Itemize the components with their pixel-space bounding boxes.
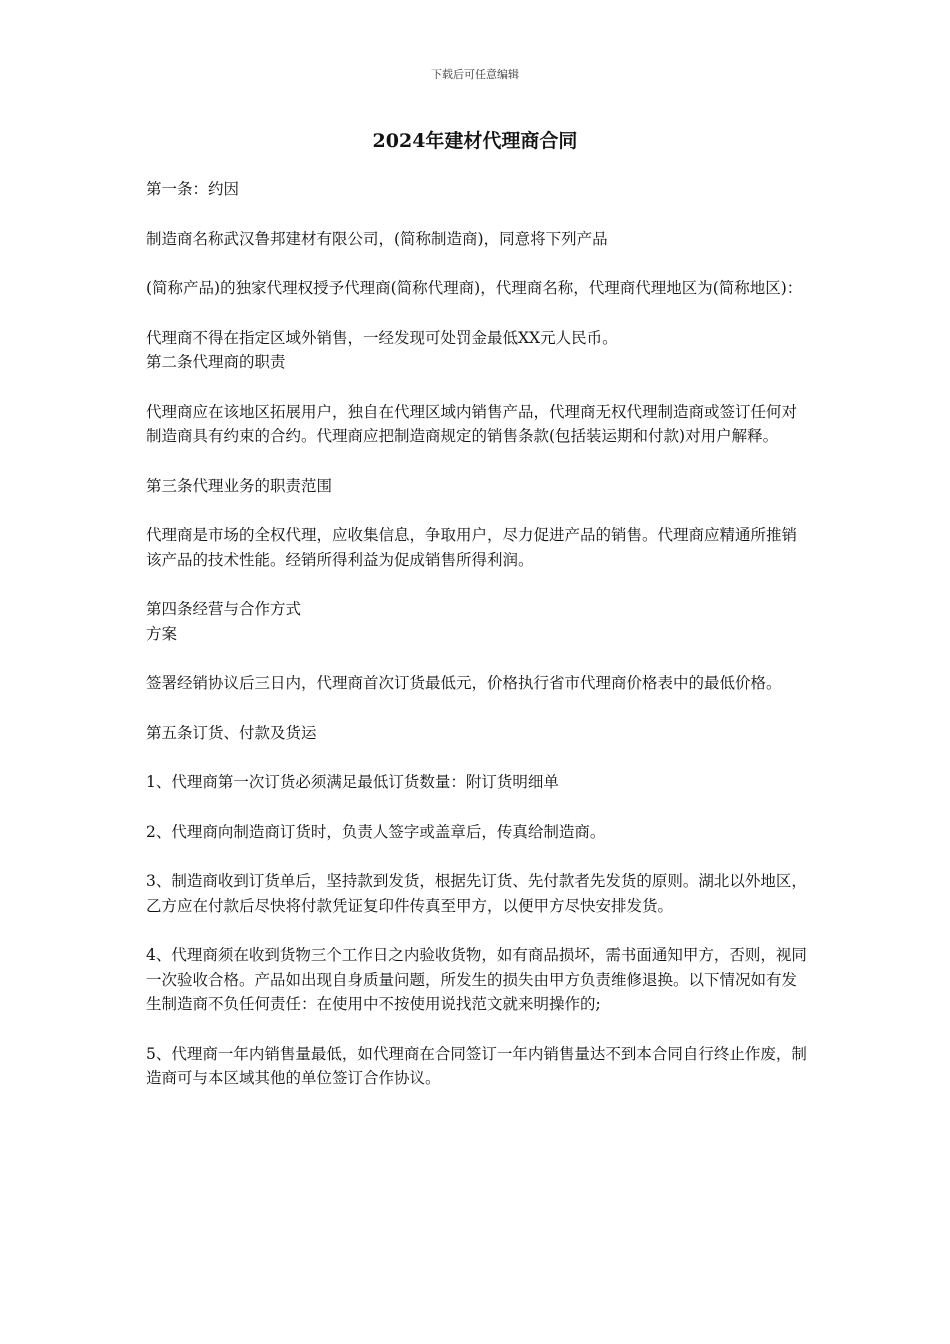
paragraph: 方案 <box>146 624 178 643</box>
document-title: 2024年建材代理商合同 <box>372 130 578 152</box>
paragraph: 制造商名称武汉鲁邦建材有限公司，(简称制造商)，同意将下列产品 <box>146 229 608 248</box>
list-item: 4、代理商须在收到货物三个工作日之内验收货物，如有商品损坏，需书面通知甲方，否则，视同一次验收合格。产品如出现自身质量问题，所发生的损失由甲方负责维修退换。以下情况如有发生制造商不负任何责任：在使用中不按使用说找范文就来明操作的; <box>146 946 807 1013</box>
paragraph: 代理商应在该地区拓展用户，独自在代理区域内销售产品，代理商无权代理制造商或签订任何对制造商具有约束的合约。代理商应把制造商规定的销售条款(包括装运期和付款)对用户解释。 <box>146 402 798 445</box>
article-2-heading: 第二条代理商的职责 <box>146 353 286 371</box>
paragraph: 签署经销协议后三日内，代理商首次订货最低元，价格执行省市代理商价格表中的最低价格。 <box>146 674 782 692</box>
paragraph: 代理商是市场的全权代理，应收集信息，争取用户，尽力促进产品的销售。代理商应精通所推销该产品的技术性能。经销所得利益为促成销售所得利润。 <box>146 526 798 569</box>
list-item: 1、代理商第一次订货必须满足最低订货数量：附订货明细单 <box>146 773 559 791</box>
article-3-heading: 第三条代理业务的职责范围 <box>146 476 333 495</box>
list-item: 5、代理商一年内销售量最低，如代理商在合同签订一年内销售量达不到本合同自行终止作废，制造商可与本区域其他的单位签订合作协议。 <box>146 1044 807 1087</box>
article-5-heading: 第五条订货、付款及货运 <box>146 723 317 742</box>
header-note: 下载后可任意编辑 <box>431 68 519 81</box>
document-body <box>146 177 810 1091</box>
list-item: 3、制造商收到订货单后，坚持款到发货，根据先订货、先付款者先发货的原则。湖北以外地区，乙方应在付款后尽快将付款凭证复印件传真至甲方，以便甲方尽快安排发货。 <box>146 872 807 915</box>
paragraph: 代理商不得在指定区域外销售，一经发现可处罚金最低XX元人民币。 <box>146 328 618 347</box>
article-4-heading: 第四条经营与合作方式 <box>146 600 302 618</box>
paragraph: (简称产品)的独家代理权授予代理商(简称代理商)，代理商名称，代理商代理地区为(简称地区)： <box>146 279 803 297</box>
list-item: 2、代理商向制造商订货时，负责人签字或盖章后，传真给制造商。 <box>146 822 606 841</box>
article-1-heading: 第一条：约因 <box>146 180 240 198</box>
